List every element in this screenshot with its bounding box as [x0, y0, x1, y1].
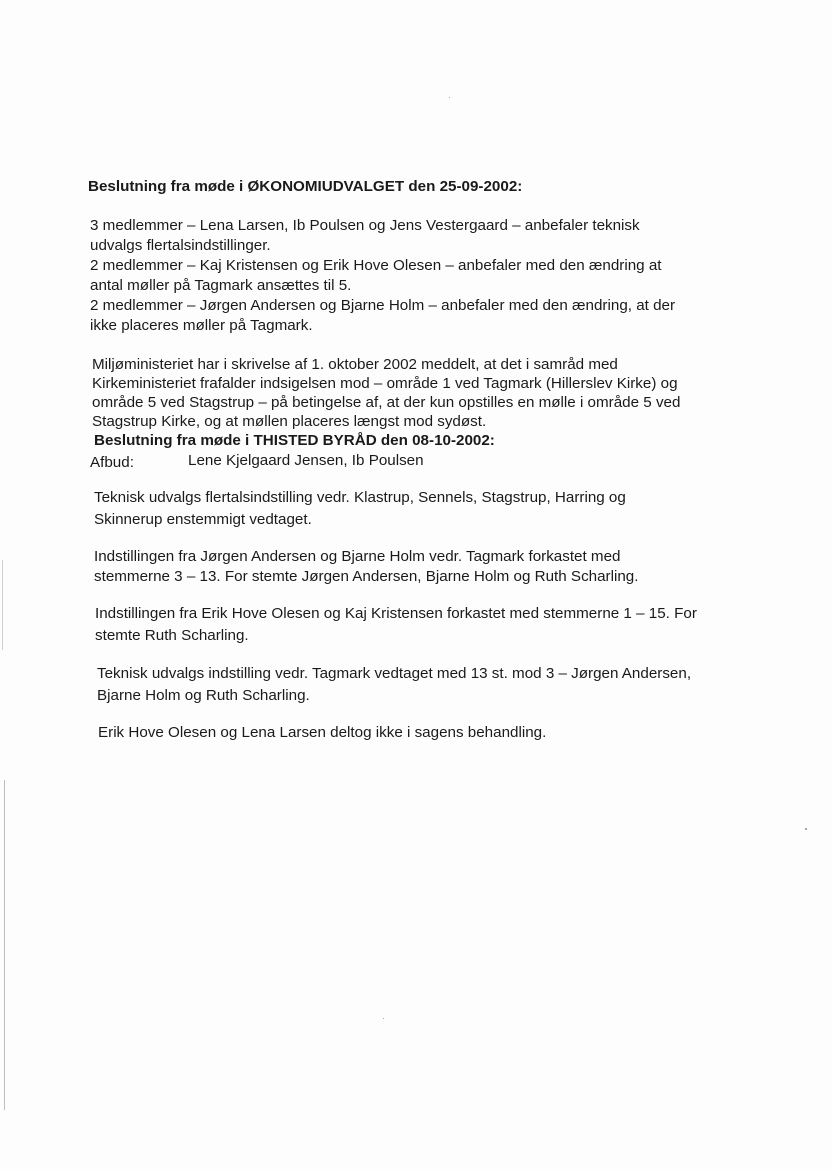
scan-edge-mark [4, 780, 5, 1110]
heading-thisted-byraad: Beslutning fra møde i THISTED BYRÅD den 08-10-2002: [94, 432, 495, 449]
scan-speck [449, 97, 450, 98]
text-line: Miljøministeriet har i skrivelse af 1. oktober 2002 meddelt, at det i samråd med [92, 356, 618, 373]
text-line: Teknisk udvalgs flertalsindstilling vedr. Klastrup, Sennels, Stagstrup, Harring og [94, 489, 626, 506]
scan-speck [383, 1018, 384, 1019]
text-line: Indstillingen fra Jørgen Andersen og Bjarne Holm vedr. Tagmark forkastet med [94, 548, 621, 565]
text-line: udvalgs flertalsindstillinger. [90, 237, 271, 254]
text-line: stemmerne 3 – 13. For stemte Jørgen Andersen, Bjarne Holm og Ruth Scharling. [94, 568, 639, 585]
text-line: Teknisk udvalgs indstilling vedr. Tagmark vedtaget med 13 st. mod 3 – Jørgen Andersen, [97, 665, 692, 682]
heading-okonomiudvalget: Beslutning fra møde i ØKONOMIUDVALGET den 25-09-2002: [88, 178, 523, 195]
afbud-label: Afbud: [90, 454, 134, 471]
text-line: Stagstrup Kirke, og at møllen placeres længst mod sydøst. [92, 413, 487, 430]
text-line: ikke placeres møller på Tagmark. [90, 317, 313, 334]
text-line: 2 medlemmer – Jørgen Andersen og Bjarne Holm – anbefaler med den ændring, at der [90, 297, 676, 314]
scan-edge-mark [2, 560, 3, 650]
text-line: Erik Hove Olesen og Lena Larsen deltog ikke i sagens behandling. [98, 724, 547, 741]
afbud-value: Lene Kjelgaard Jensen, Ib Poulsen [188, 452, 424, 469]
text-line: 2 medlemmer – Kaj Kristensen og Erik Hove Olesen – anbefaler med den ændring at [90, 257, 662, 274]
text-line: antal møller på Tagmark ansættes til 5. [90, 277, 352, 294]
text-line: område 5 ved Stagstrup – på betingelse af, at der kun opstilles en mølle i område 5 ved [92, 394, 681, 411]
text-line: Indstillingen fra Erik Hove Olesen og Kaj Kristensen forkastet med stemmerne 1 – 15. For [95, 605, 697, 622]
scan-speck [805, 828, 807, 830]
text-line: stemte Ruth Scharling. [95, 627, 249, 644]
text-line: 3 medlemmer – Lena Larsen, Ib Poulsen og Jens Vestergaard – anbefaler teknisk [90, 217, 640, 234]
text-line: Bjarne Holm og Ruth Scharling. [97, 687, 310, 704]
text-line: Skinnerup enstemmigt vedtaget. [94, 511, 312, 528]
text-line: Kirkeministeriet frafalder indsigelsen mod – område 1 ved Tagmark (Hillerslev Kirke) og [92, 375, 678, 392]
